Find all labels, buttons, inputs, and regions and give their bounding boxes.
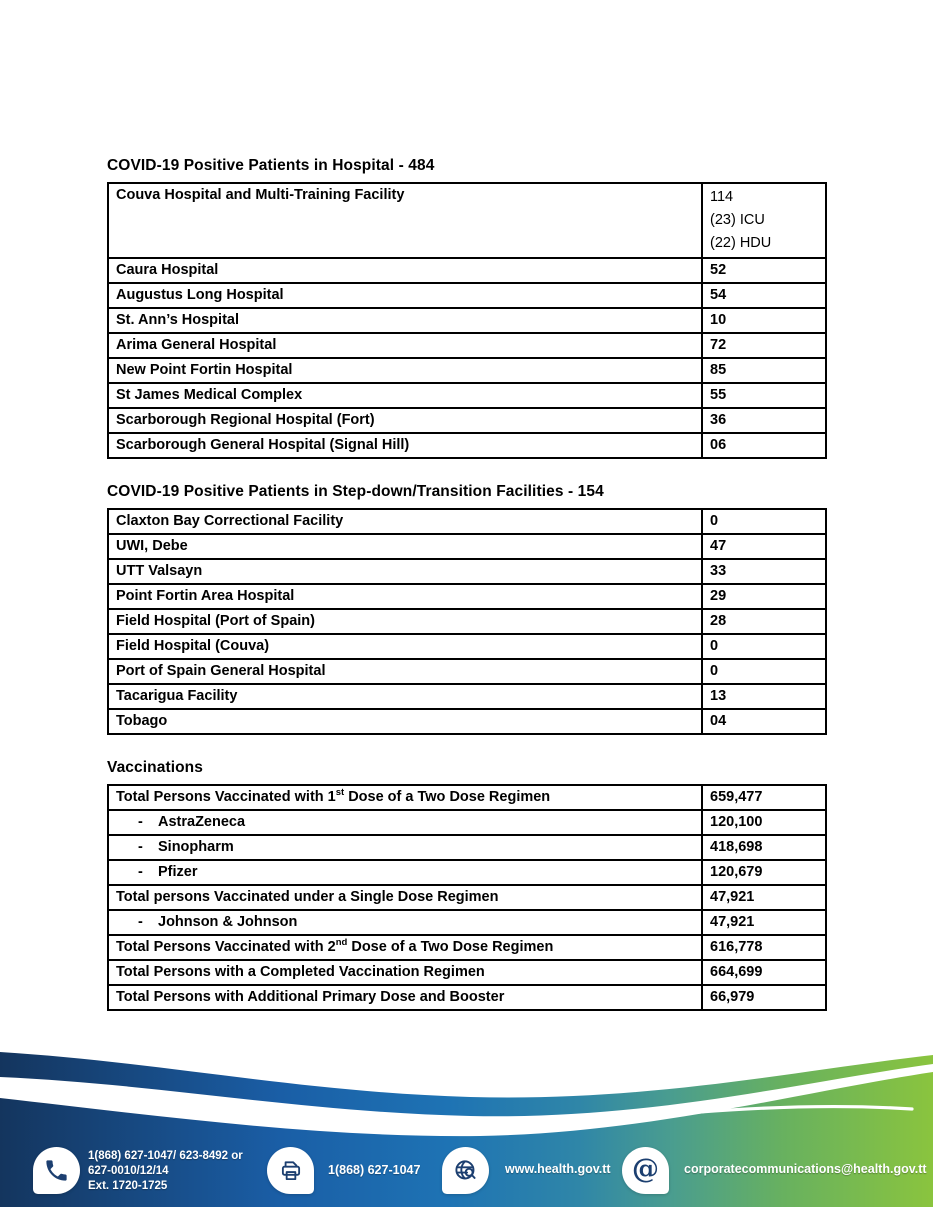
row-label: Point Fortin Area Hospital (108, 584, 702, 609)
table-row (108, 885, 826, 910)
row-value: 52 (702, 258, 826, 283)
row-label: Port of Spain General Hospital (108, 659, 702, 684)
section-title-hospital: COVID-19 Positive Patients in Hospital - 484 (107, 157, 435, 174)
row-value: 659,477 (702, 785, 826, 810)
row-value: 04 (702, 709, 826, 734)
table-row (108, 408, 826, 433)
row-value: 33 (702, 559, 826, 584)
email-icon: @ (622, 1147, 669, 1194)
table-row (108, 283, 826, 308)
row-label: - Pfizer (108, 860, 702, 885)
row-label: Total persons Vaccinated under a Single Dose Regimen (108, 885, 702, 910)
phone-line-3: Ext. 1720-1725 (88, 1180, 168, 1192)
table-row (108, 684, 826, 709)
row-label: - Sinopharm (108, 835, 702, 860)
phone-line-2: 627-0010/12/14 (88, 1165, 169, 1177)
list-dash: - (138, 839, 143, 855)
table-row (108, 860, 826, 885)
list-dash: - (138, 864, 143, 880)
table-row (108, 634, 826, 659)
table-row (108, 559, 826, 584)
row-label: Scarborough General Hospital (Signal Hill) (108, 433, 702, 458)
table-row (108, 333, 826, 358)
section-stepdown (107, 483, 825, 735)
row-value: 55 (702, 383, 826, 408)
row-value: 10 (702, 308, 826, 333)
row-value: 72 (702, 333, 826, 358)
table-row (108, 709, 826, 734)
row-value: 47 (702, 534, 826, 559)
row-label: Total Persons Vaccinated with 1st Dose of a Two Dose Regimen (108, 785, 702, 810)
fax-number: 1(868) 627-1047 (328, 1163, 421, 1177)
row-label: Claxton Bay Correctional Facility (108, 509, 702, 534)
table-row (108, 960, 826, 985)
vaccinations-table (107, 784, 827, 1011)
row-value: 13 (702, 684, 826, 709)
row-value (702, 183, 826, 258)
row-value: 120,100 (702, 810, 826, 835)
table-row (108, 308, 826, 333)
row-label: Scarborough Regional Hospital (Fort) (108, 408, 702, 433)
section-hospital (107, 157, 825, 459)
row-label: New Point Fortin Hospital (108, 358, 702, 383)
table-row (108, 659, 826, 684)
table-row (108, 584, 826, 609)
row-value: 47,921 (702, 885, 826, 910)
value-line: (23) ICU (710, 212, 765, 228)
table-row (108, 810, 826, 835)
stepdown-table (107, 508, 827, 735)
row-label: Total Persons with a Completed Vaccination Regimen (108, 960, 702, 985)
row-label: - AstraZeneca (108, 810, 702, 835)
email-address[interactable]: corporatecommunications@health.gov.tt (684, 1162, 927, 1176)
row-value: 664,699 (702, 960, 826, 985)
row-value: 616,778 (702, 935, 826, 960)
row-value: 66,979 (702, 985, 826, 1010)
fax-icon (267, 1147, 314, 1194)
row-value: 0 (702, 634, 826, 659)
row-label: Total Persons Vaccinated with 2nd Dose of a Two Dose Regimen (108, 935, 702, 960)
section-title-vaccinations: Vaccinations (107, 759, 203, 776)
row-value: 06 (702, 433, 826, 458)
row-label: Tacarigua Facility (108, 684, 702, 709)
phone-line-1: 1(868) 627-1047/ 623-8492 or (88, 1150, 243, 1162)
list-dash: - (138, 814, 143, 830)
row-label: Couva Hospital and Multi-Training Facility (108, 183, 702, 258)
website-url[interactable]: www.health.gov.tt (505, 1162, 611, 1176)
row-value: 0 (702, 509, 826, 534)
phone-icon (33, 1147, 80, 1194)
value-line: 114 (710, 189, 734, 205)
row-label: Augustus Long Hospital (108, 283, 702, 308)
globe-icon (442, 1147, 489, 1194)
row-label: Total Persons with Additional Primary Dose and Booster (108, 985, 702, 1010)
row-label: Tobago (108, 709, 702, 734)
row-value: 28 (702, 609, 826, 634)
report-content (107, 157, 825, 1011)
row-label: Field Hospital (Couva) (108, 634, 702, 659)
row-value: 85 (702, 358, 826, 383)
table-row (108, 383, 826, 408)
row-label: UTT Valsayn (108, 559, 702, 584)
section-title-stepdown: COVID-19 Positive Patients in Step-down/Transition Facilities - 154 (107, 483, 604, 500)
section-vaccinations (107, 759, 825, 1011)
footer (0, 1040, 933, 1207)
table-row (108, 835, 826, 860)
row-value: 36 (702, 408, 826, 433)
table-row (108, 258, 826, 283)
row-label: - Johnson & Johnson (108, 910, 702, 935)
table-row (108, 910, 826, 935)
table-row (108, 534, 826, 559)
row-label: Arima General Hospital (108, 333, 702, 358)
row-label: Caura Hospital (108, 258, 702, 283)
table-row (108, 183, 826, 258)
value-line: (22) HDU (710, 235, 772, 251)
row-value: 418,698 (702, 835, 826, 860)
row-value: 29 (702, 584, 826, 609)
table-row (108, 985, 826, 1010)
row-label: St. Ann’s Hospital (108, 308, 702, 333)
row-value: 0 (702, 659, 826, 684)
table-row (108, 785, 826, 810)
row-label: St James Medical Complex (108, 383, 702, 408)
row-value: 54 (702, 283, 826, 308)
row-label: Field Hospital (Port of Spain) (108, 609, 702, 634)
list-dash: - (138, 914, 143, 930)
row-value: 47,921 (702, 910, 826, 935)
table-row (108, 433, 826, 458)
table-row (108, 509, 826, 534)
hospital-table (107, 182, 827, 459)
table-row (108, 609, 826, 634)
table-row (108, 358, 826, 383)
row-value: 120,679 (702, 860, 826, 885)
table-row (108, 935, 826, 960)
row-label: UWI, Debe (108, 534, 702, 559)
